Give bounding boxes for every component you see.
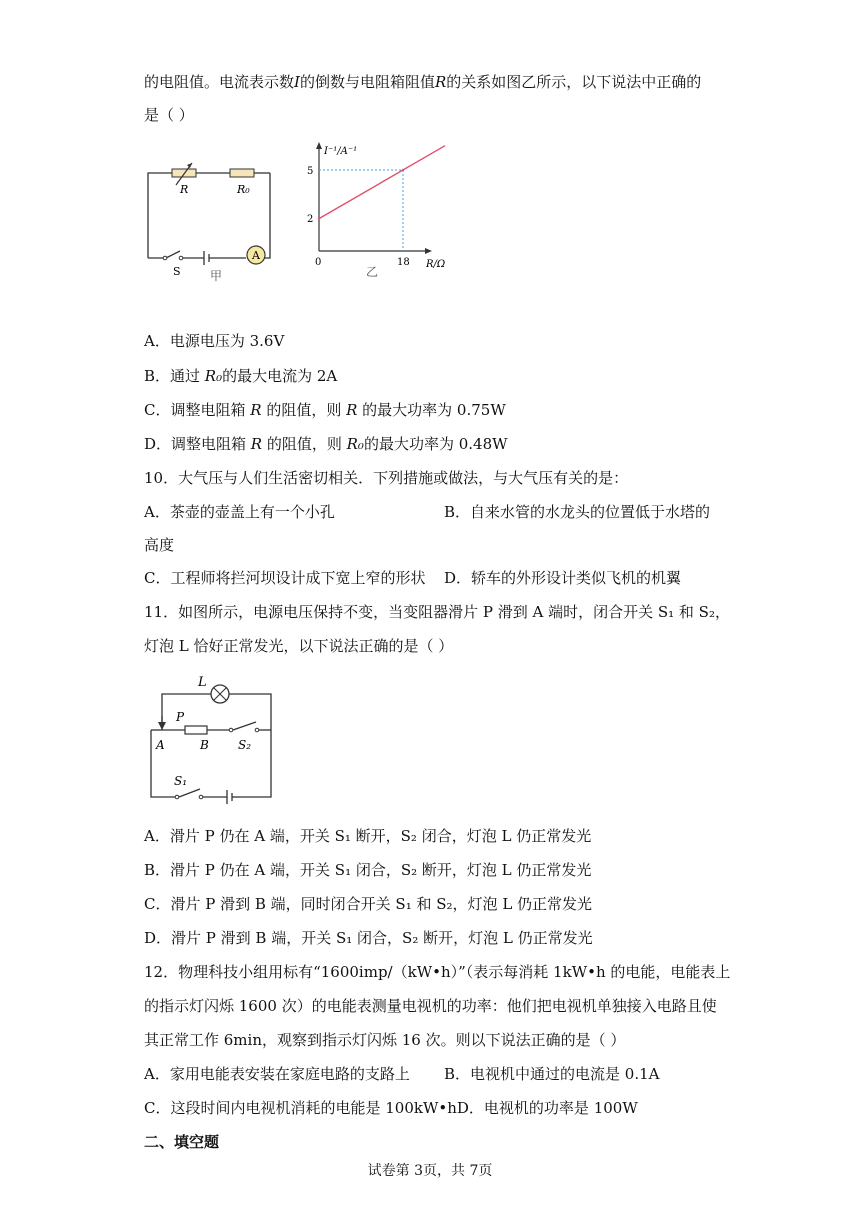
q12-option-b[interactable]: B．电视机中通过的电流是 0.1A [444, 1065, 660, 1083]
q12-stem-line3: 其正常工作 6min，观察到指示灯闪烁 16 次。则以下说法正确的是（ ） [144, 1031, 626, 1049]
q9-d-v2: R₀ [346, 435, 364, 453]
q9-d-post: 的最大功率为 0.48W [363, 435, 508, 453]
q9-d-mid: 的阻值，则 [262, 435, 347, 453]
q9-d-v1: R [250, 435, 263, 453]
q9-c-post: 的最大功率为 0.75W [357, 401, 506, 419]
q9-text-a: 的电阻值。电流表示数 [144, 73, 295, 91]
q9-c-pre: C．调整电阻箱 [144, 401, 251, 419]
q9-text-b: 的倒数与电阻箱阻值 [299, 73, 435, 91]
q11-stem-line2: 灯泡 L 恰好正常发光，以下说法正确的是（ ） [144, 637, 454, 655]
q9-b-var: R₀ [204, 367, 223, 385]
q9-option-d[interactable] [144, 434, 508, 454]
label-p: P [176, 710, 185, 724]
q9-var-i: I [294, 73, 300, 91]
data-point [402, 169, 404, 171]
q9-d-pre: D．调整电阻箱 [144, 435, 251, 453]
x-axis-label: R/Ω [426, 259, 446, 270]
q11-option-c[interactable]: C．滑片 P 滑到 B 端，同时闭合开关 S₁ 和 S₂，灯泡 L 仍正常发光 [144, 895, 593, 913]
q9-c-v2: R [346, 401, 358, 419]
q12-option-a[interactable]: A．家用电能表安装在家庭电路的支路上 [144, 1065, 410, 1083]
q10-option-b[interactable]: B．自来水管的水龙头的位置低于水塔的 [444, 503, 711, 521]
q11-option-a[interactable]: A．滑片 P 仍在 A 端，开关 S₁ 断开，S₂ 闭合，灯泡 L 仍正常发光 [144, 827, 592, 845]
label-r: R [180, 183, 189, 196]
q10-option-a[interactable]: A．茶壶的壶盖上有一个小孔 [144, 503, 335, 521]
y-axis-label: I⁻¹/A⁻¹ [324, 146, 358, 157]
q12-option-cd[interactable]: C．这段时间内电视机消耗的电能是 100kW•hD．电视机的功率是 100W [144, 1099, 638, 1117]
caption-yi: 乙 [366, 265, 379, 279]
q9-option-c[interactable] [144, 400, 506, 420]
q9-text-c: 的关系如图乙所示，以下说法中正确的 [446, 73, 702, 91]
resistor-r0 [230, 169, 254, 177]
q10-option-c[interactable]: C．工程师将拦河坝设计成下宽上窄的形状 [144, 569, 426, 587]
q9-b-post: 的最大电流为 2A [222, 367, 338, 385]
q9-stem-line1 [144, 72, 701, 92]
q11-option-d[interactable]: D．滑片 P 滑到 B 端，开关 S₁ 闭合，S₂ 断开，灯泡 L 仍正常发光 [144, 929, 593, 947]
q12-stem-line2: 的指示灯闪烁 1600 次）的电能表测量电视机的功率：他们把电视机单独接入电路且使 [144, 997, 717, 1015]
x-tick-18: 18 [397, 257, 410, 268]
label-s2: S₂ [238, 738, 252, 752]
q11-option-b[interactable]: B．滑片 P 仍在 A 端，开关 S₁ 闭合，S₂ 断开，灯泡 L 仍正常发光 [144, 861, 592, 879]
q12-stem-line1: 12．物理科技小组用标有“1600imp/（kW•h）”（表示每消耗 1kW•h 的电能，电能表上 [144, 963, 731, 981]
label-b: B [200, 738, 209, 752]
section-heading: 二、填空题 [144, 1133, 220, 1151]
q9-option-a[interactable]: A．电源电压为 3.6V [144, 332, 285, 350]
q9-option-b[interactable] [144, 366, 337, 386]
page-footer: 试卷第 3页，共 7页 [367, 1163, 493, 1179]
label-s: S [173, 265, 181, 278]
q10-stem: 10．大气压与人们生活密切相关．下列措施或做法，与大气压有关的是： [144, 469, 629, 487]
q11-stem-line1: 11．如图所示，电源电压保持不变，当变阻器滑片 P 滑到 A 端时，闭合开关 S₁ 和 S₂， [144, 603, 730, 621]
rheostat-icon [185, 726, 207, 734]
y-tick-5: 5 [307, 166, 314, 177]
figure-yi-graph [300, 138, 455, 283]
figure-jia-circuit [140, 145, 290, 285]
q11-circuit [140, 672, 280, 807]
q9-b-pre: B．通过 [144, 367, 205, 385]
x-tick-0: 0 [315, 257, 322, 268]
q9-var-r: R [434, 73, 447, 91]
q9-stem-line2: 是（ ） [144, 106, 194, 124]
caption-jia: 甲 [210, 269, 223, 283]
y-tick-2: 2 [307, 214, 314, 225]
label-a: A [156, 738, 165, 752]
q9-c-v1: R [250, 401, 262, 419]
q9-c-mid: 的阻值，则 [261, 401, 347, 419]
q10-option-b-cont: 高度 [144, 536, 175, 554]
label-l: L [198, 675, 207, 690]
data-point [318, 217, 320, 219]
q10-option-d[interactable]: D．轿车的外形设计类似飞机的机翼 [444, 569, 682, 587]
ammeter-label: A [252, 249, 260, 262]
slider-arrow-icon [158, 722, 166, 730]
label-s1: S₁ [174, 774, 188, 788]
label-r0: R₀ [237, 183, 250, 196]
